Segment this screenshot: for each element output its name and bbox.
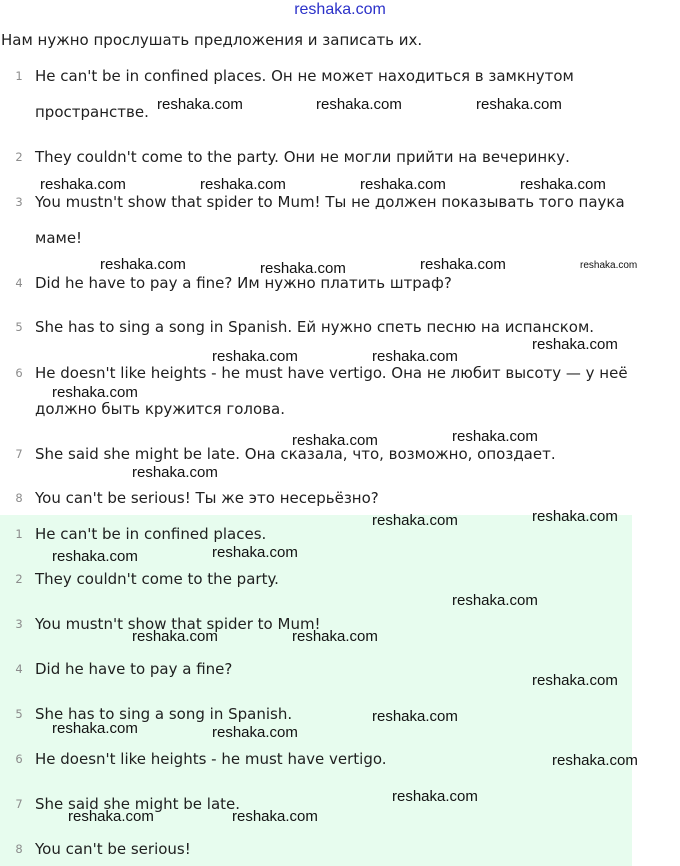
sentence-line: You mustn't show that spider to Mum! Ты не должен показывать того паука [35,193,625,211]
watermark-text: reshaka.com [452,428,538,445]
watermark-text: reshaka.com [260,260,346,277]
watermark-text: reshaka.com [157,96,243,113]
watermark-text: reshaka.com [132,464,218,481]
watermark-text: reshaka.com [292,432,378,449]
sentence-line: They couldn't come to the party. Они не могли прийти на вечеринку. [35,148,570,166]
item-number: 8 [15,842,23,856]
intro-text: Нам нужно прослушать предложения и записать их. [1,31,423,49]
sentence-line: She has to sing a song in Spanish. [35,705,293,723]
watermark-text: reshaka.com [200,176,286,193]
sentence-line: He can't be in confined places. Он не может находиться в замкнутом [35,67,574,85]
item-number: 7 [15,447,23,461]
watermark-text: reshaka.com [520,176,606,193]
watermark-text: reshaka.com [360,176,446,193]
item-number: 1 [15,69,23,83]
watermark-text: reshaka.com [212,724,298,741]
sentence-line: пространстве. [35,103,149,121]
site-header-link[interactable]: reshaka.com [294,1,386,18]
item-number: 6 [15,752,23,766]
sentence-line: She said she might be late. [35,795,241,813]
item-number: 8 [15,491,23,505]
watermark-text: reshaka.com [532,672,618,689]
watermark-text: reshaka.com [372,512,458,529]
sentence-line: Did he have to pay a fine? [35,660,233,678]
sentence-line: They couldn't come to the party. [35,570,279,588]
watermark-text: reshaka.com [552,752,638,769]
item-number: 1 [15,527,23,541]
watermark-text: reshaka.com [580,260,638,271]
watermark-text: reshaka.com [212,544,298,561]
item-number: 5 [15,320,23,334]
watermark-text: reshaka.com [420,256,506,273]
watermark-text: reshaka.com [316,96,402,113]
watermark-text: reshaka.com [52,720,138,737]
sentence-line: He doesn't like heights - he must have vertigo. [35,750,387,768]
sentence-line: You can't be serious! Ты же это несерьёзно? [35,489,379,507]
watermark-text: reshaka.com [68,808,154,825]
sentence-line: He can't be in confined places. [35,525,267,543]
sentence-line: должно быть кружится голова. [35,400,285,418]
watermark-text: reshaka.com [232,808,318,825]
watermark-text: reshaka.com [476,96,562,113]
sentence-line: You mustn't show that spider to Mum! [35,615,321,633]
watermark-text: reshaka.com [212,348,298,365]
item-number: 3 [15,617,23,631]
item-number: 4 [15,662,23,676]
sentence-line: She said she might be late. Она сказала, что, возможно, опоздает. [35,445,556,463]
watermark-text: reshaka.com [532,508,618,525]
watermark-text: reshaka.com [392,788,478,805]
item-number: 3 [15,195,23,209]
watermark-text: reshaka.com [132,628,218,645]
sentence-line: маме! [35,229,83,247]
watermark-text: reshaka.com [372,708,458,725]
sentence-line: She has to sing a song in Spanish. Ей нужно спеть песню на испанском. [35,318,595,336]
watermark-text: reshaka.com [100,256,186,273]
watermark-text: reshaka.com [532,336,618,353]
watermark-text: reshaka.com [52,548,138,565]
watermark-text: reshaka.com [452,592,538,609]
watermark-text: reshaka.com [52,384,138,401]
item-number: 4 [15,276,23,290]
watermark-text: reshaka.com [40,176,126,193]
item-number: 2 [15,572,23,586]
sentence-line: You can't be serious! [35,840,191,858]
sentence-line: He doesn't like heights - he must have vertigo. Она не любит высоту — у неё [35,364,628,382]
item-number: 7 [15,797,23,811]
item-number: 2 [15,150,23,164]
watermark-text: reshaka.com [372,348,458,365]
item-number: 6 [15,366,23,380]
sentence-line: Did he have to pay a fine? Им нужно платить штраф? [35,274,452,292]
watermark-text: reshaka.com [292,628,378,645]
item-number: 5 [15,707,23,721]
